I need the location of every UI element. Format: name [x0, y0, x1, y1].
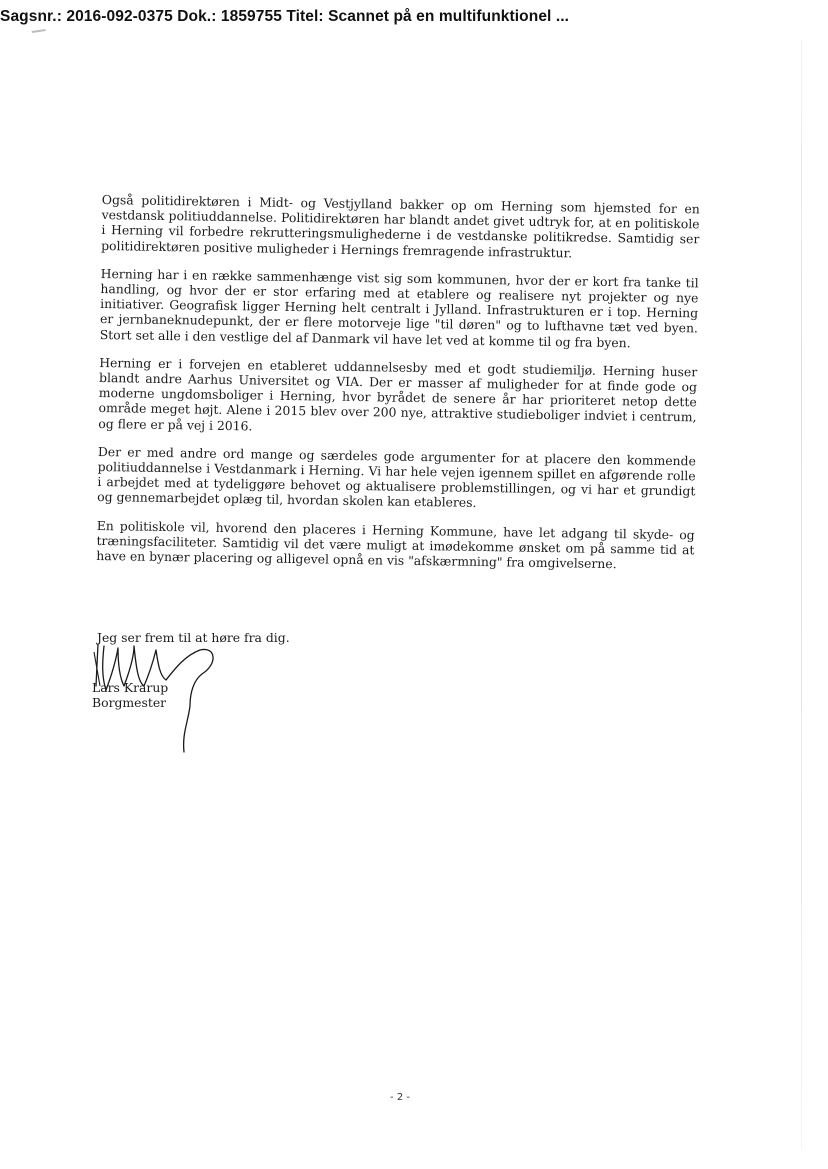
scan-artifact — [32, 29, 47, 37]
page-number: - 2 - — [390, 1092, 410, 1103]
letter-body — [96, 192, 700, 586]
signer-name: Lars Krarup — [92, 680, 169, 695]
document-header: Sagsnr.: 2016-092-0375 Dok.: 1859755 Titel: Scannet på en multifunktionel ... — [0, 8, 570, 25]
closing-line: Jeg ser frem til at høre fra dig. — [97, 630, 290, 645]
paragraph-police-director: Også politidirektøren i Midt- og Vestjylland bakker op om Herning som hjemsted for en vestdansk politiuddannelse. Politidirektøren har blandt andet givet udtryk for, at en politiskole i Herning vil forbedre rekrutteringsmulighederne i de vestdanske politikredse. Samtidig ser politidirektøren positive muligheder i Hernings fremragende infrastruktur. — [101, 192, 700, 261]
scan-edge-line — [801, 40, 802, 1150]
signer-title: Borgmester — [92, 695, 167, 710]
paragraph-education-city: Herning er i forvejen en etableret uddannelsesby med et godt studiemiljø. Herning huser blandt andre Aarhus Universitet og VIA. Der er masser af muligheder for at finde gode og moderne ungdomsboliger i Herning, hvor byrådet de senere år har prioriteret netop dette område meget højt. Alene i 2015 blev over 200 nye, attraktive studieboliger indviet i centrum, og flere er på vej i 2016. — [98, 354, 698, 434]
paragraph-arguments: Der er med andre ord mange og særdeles gode argumenter for at placere den kommende politiuddannelse i Vestdanmark i Herning. Vi har hele vejen igennem spillet en afgørende rolle i arbejdet med at tydeliggøre behovet og aktualisere problemstillingen, og vi har et grundigt og gennemarbejdet oplæg til, hvordan skolen kan etableres. — [97, 443, 696, 511]
paragraph-infrastructure: Herning har i en række sammenhænge vist sig som kommunen, hvor der er kort fra tanke til handling, og hvor der er stor erfaring med at etablere og realisere nyt projekter og nye initiativer. Geografisk ligger Herning helt centralt i Jylland. Infrastrukturen er i top. Herning er jernbaneknudepunkt, der er flere motorveje lige "til døren" og to lufthavne tæt ved byen. Stort set alle i den vestlige del af Danmark vil have let ved at komme til og fra byen. — [99, 265, 699, 350]
paragraph-training-facilities: En politiskole vil, hvorend den placeres i Herning Kommune, have let adgang til skyde- og træningsfaciliteter. Samtidig vil det være muligt at imødekomme ønsket om på samme tid at have en bynær placering og alligevel opnå en vis "afskærmning" fra omgivelserne. — [96, 517, 695, 572]
signer-block — [92, 680, 168, 710]
